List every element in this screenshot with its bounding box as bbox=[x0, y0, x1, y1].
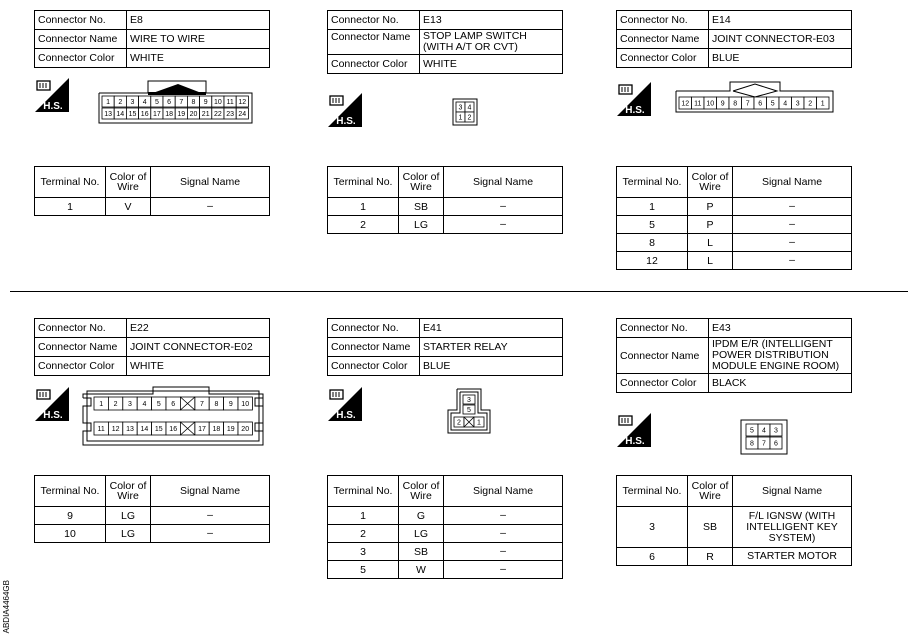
signal-name-cell: – bbox=[733, 234, 852, 252]
label-connector-no: Connector No. bbox=[35, 11, 127, 30]
wire-color-cell: P bbox=[688, 216, 733, 234]
label-connector-no: Connector No. bbox=[617, 319, 709, 338]
wire-color-cell: L bbox=[688, 234, 733, 252]
pin-number: 6 bbox=[774, 440, 778, 448]
connector-face-e14 bbox=[675, 81, 834, 113]
table-row bbox=[328, 198, 563, 216]
connector-name-value: JOINT CONNECTOR-E03 bbox=[709, 30, 852, 49]
pin-number: 5 bbox=[750, 427, 754, 435]
header-color-of-wire: Color of Wire bbox=[106, 167, 151, 198]
connector-color-value: WHITE bbox=[420, 55, 563, 74]
terminal-table-e13 bbox=[327, 166, 563, 234]
pin-number: 11 bbox=[694, 100, 702, 108]
connector-face-e43 bbox=[740, 419, 788, 455]
wire-color-cell: G bbox=[399, 507, 444, 525]
wire-color-cell: SB bbox=[399, 198, 444, 216]
table-row bbox=[617, 507, 852, 548]
pin-number: 3 bbox=[128, 401, 132, 409]
signal-name-cell: – bbox=[151, 198, 270, 216]
pin-number: 2 bbox=[118, 99, 123, 107]
signal-name-cell: – bbox=[151, 507, 270, 525]
connector-info-e22 bbox=[34, 318, 270, 376]
hs-harness-side-icon bbox=[35, 78, 69, 112]
connector-info-e14 bbox=[616, 10, 852, 68]
signal-name-cell: STARTER MOTOR bbox=[733, 548, 852, 566]
terminal-no-cell: 1 bbox=[617, 198, 688, 216]
pin-number: 1 bbox=[477, 419, 481, 427]
pin-number: 6 bbox=[171, 401, 176, 409]
pin-number: 5 bbox=[467, 407, 471, 415]
hs-harness-side-icon bbox=[617, 413, 651, 447]
pin-number: 7 bbox=[745, 100, 750, 108]
svg-text:H.S.: H.S. bbox=[336, 116, 356, 127]
connector-no-value: E13 bbox=[420, 11, 563, 30]
label-connector-color: Connector Color bbox=[35, 357, 127, 376]
terminal-no-cell: 6 bbox=[617, 548, 688, 566]
signal-name-cell: – bbox=[444, 198, 563, 216]
connector-info-e8 bbox=[34, 10, 270, 68]
pin-number: 22 bbox=[214, 111, 222, 119]
signal-name-cell: – bbox=[444, 507, 563, 525]
header-terminal-no: Terminal No. bbox=[35, 167, 106, 198]
table-row bbox=[328, 525, 563, 543]
signal-name-cell: – bbox=[444, 525, 563, 543]
table-row bbox=[328, 507, 563, 525]
label-connector-name: Connector Name bbox=[35, 338, 127, 357]
header-color-of-wire: Color of Wire bbox=[106, 476, 151, 507]
pin-number: 11 bbox=[226, 99, 234, 107]
pin-number: 3 bbox=[795, 100, 800, 108]
pin-number: 1 bbox=[106, 99, 111, 107]
pin-number: 21 bbox=[201, 111, 210, 119]
hs-harness-side-icon bbox=[35, 387, 69, 421]
label-connector-name: Connector Name bbox=[328, 338, 420, 357]
pin-number: 13 bbox=[126, 426, 134, 434]
svg-text:H.S.: H.S. bbox=[625, 105, 645, 116]
pin-number: 17 bbox=[198, 426, 206, 434]
table-row bbox=[35, 507, 270, 525]
pin-number: 24 bbox=[238, 111, 247, 119]
connector-info-e41 bbox=[327, 318, 563, 376]
terminal-no-cell: 2 bbox=[328, 216, 399, 234]
table-row bbox=[617, 234, 852, 252]
label-connector-color: Connector Color bbox=[35, 49, 127, 68]
label-connector-no: Connector No. bbox=[35, 319, 127, 338]
table-row bbox=[328, 216, 563, 234]
connector-color-value: BLUE bbox=[420, 357, 563, 376]
wire-color-cell: V bbox=[106, 198, 151, 216]
svg-text:H.S.: H.S. bbox=[43, 410, 63, 421]
terminal-no-cell: 1 bbox=[328, 507, 399, 525]
terminal-no-cell: 5 bbox=[617, 216, 688, 234]
pin-number: 4 bbox=[762, 427, 766, 435]
pin-number: 5 bbox=[770, 100, 775, 108]
signal-name-cell: – bbox=[733, 216, 852, 234]
pin-number: 7 bbox=[200, 401, 204, 409]
pin-number: 14 bbox=[116, 111, 125, 119]
header-terminal-no: Terminal No. bbox=[617, 476, 688, 507]
wire-color-cell: P bbox=[688, 198, 733, 216]
table-row bbox=[617, 252, 852, 270]
pin-number: 4 bbox=[783, 100, 788, 108]
connector-info-e13 bbox=[327, 10, 563, 74]
wire-color-cell: W bbox=[399, 561, 444, 579]
header-terminal-no: Terminal No. bbox=[617, 167, 688, 198]
terminal-no-cell: 9 bbox=[35, 507, 106, 525]
terminal-table-e43 bbox=[616, 475, 852, 566]
pin-number: 8 bbox=[191, 99, 196, 107]
label-connector-no: Connector No. bbox=[617, 11, 709, 30]
terminal-table-e22 bbox=[34, 475, 270, 543]
signal-name-cell: – bbox=[444, 543, 563, 561]
label-connector-no: Connector No. bbox=[328, 11, 420, 30]
wire-color-cell: SB bbox=[688, 507, 733, 548]
signal-name-cell: – bbox=[733, 198, 852, 216]
wire-color-cell: L bbox=[688, 252, 733, 270]
pin-number: 18 bbox=[212, 426, 221, 434]
pin-number: 3 bbox=[458, 104, 463, 112]
table-row bbox=[617, 198, 852, 216]
pin-number: 9 bbox=[203, 99, 208, 107]
terminal-no-cell: 12 bbox=[617, 252, 688, 270]
connector-no-value: E14 bbox=[709, 11, 852, 30]
wire-color-cell: LG bbox=[399, 216, 444, 234]
header-terminal-no: Terminal No. bbox=[328, 167, 399, 198]
terminal-no-cell: 5 bbox=[328, 561, 399, 579]
label-connector-color: Connector Color bbox=[617, 374, 709, 393]
connector-color-value: BLUE bbox=[709, 49, 852, 68]
pin-number: 20 bbox=[189, 111, 198, 119]
connector-no-value: E8 bbox=[127, 11, 270, 30]
pin-number: 8 bbox=[750, 440, 754, 448]
pin-number: 1 bbox=[458, 114, 463, 122]
signal-name-cell: F/L IGNSW (WITH INTELLIGENT KEY SYSTEM) bbox=[733, 507, 852, 548]
header-color-of-wire: Color of Wire bbox=[399, 476, 444, 507]
wire-color-cell: LG bbox=[106, 507, 151, 525]
pin-number: 17 bbox=[153, 111, 161, 119]
header-terminal-no: Terminal No. bbox=[35, 476, 106, 507]
pin-number: 16 bbox=[140, 111, 149, 119]
pin-number: 2 bbox=[113, 401, 118, 409]
pin-number: 8 bbox=[733, 100, 738, 108]
pin-number: 4 bbox=[467, 104, 472, 112]
wire-color-cell: SB bbox=[399, 543, 444, 561]
terminal-no-cell: 10 bbox=[35, 525, 106, 543]
pin-number: 16 bbox=[169, 426, 178, 434]
header-signal-name: Signal Name bbox=[733, 476, 852, 507]
pin-number: 9 bbox=[228, 401, 233, 409]
hs-harness-side-icon bbox=[328, 387, 362, 421]
header-color-of-wire: Color of Wire bbox=[688, 476, 733, 507]
pin-number: 14 bbox=[140, 426, 149, 434]
pin-number: 19 bbox=[226, 426, 235, 434]
connector-no-value: E41 bbox=[420, 319, 563, 338]
svg-text:H.S.: H.S. bbox=[336, 410, 356, 421]
terminal-no-cell: 8 bbox=[617, 234, 688, 252]
pin-number: 3 bbox=[130, 99, 135, 107]
pin-number: 7 bbox=[179, 99, 184, 107]
pin-number: 19 bbox=[177, 111, 186, 119]
pin-number: 12 bbox=[681, 100, 690, 108]
pin-number: 3 bbox=[467, 397, 471, 405]
wire-color-cell: R bbox=[688, 548, 733, 566]
pin-number: 12 bbox=[238, 99, 247, 107]
connector-name-value: IPDM E/R (INTELLIGENT POWER DISTRIBUTION MODULE ENGINE ROOM) bbox=[709, 338, 852, 374]
label-connector-name: Connector Name bbox=[328, 30, 420, 55]
header-terminal-no: Terminal No. bbox=[328, 476, 399, 507]
section-divider bbox=[10, 291, 908, 292]
connector-color-value: WHITE bbox=[127, 357, 270, 376]
connector-face-e41 bbox=[447, 388, 491, 434]
pin-number: 4 bbox=[142, 99, 147, 107]
hs-harness-side-icon bbox=[617, 82, 651, 116]
pin-number: 18 bbox=[165, 111, 173, 119]
table-row bbox=[35, 198, 270, 216]
pin-number: 9 bbox=[720, 100, 725, 108]
connector-face-e13 bbox=[452, 98, 478, 126]
pin-number: 5 bbox=[154, 99, 159, 107]
header-signal-name: Signal Name bbox=[151, 167, 270, 198]
table-row bbox=[617, 548, 852, 566]
label-connector-name: Connector Name bbox=[617, 338, 709, 374]
pin-number: 8 bbox=[214, 401, 219, 409]
pin-number: 2 bbox=[808, 100, 813, 108]
figure-code: ABDIA4464GB bbox=[2, 580, 11, 634]
terminal-table-e14 bbox=[616, 166, 852, 270]
terminal-no-cell: 3 bbox=[328, 543, 399, 561]
svg-text:H.S.: H.S. bbox=[625, 436, 645, 447]
signal-name-cell: – bbox=[151, 525, 270, 543]
connector-color-value: WHITE bbox=[127, 49, 270, 68]
connector-name-value: STOP LAMP SWITCH (WITH A/T OR CVT) bbox=[420, 30, 563, 55]
pin-number: 3 bbox=[774, 427, 778, 435]
signal-name-cell: – bbox=[444, 216, 563, 234]
pin-number: 10 bbox=[706, 100, 715, 108]
connector-no-value: E43 bbox=[709, 319, 852, 338]
pin-number: 23 bbox=[226, 111, 234, 119]
wire-color-cell: LG bbox=[399, 525, 444, 543]
pin-number: 2 bbox=[467, 114, 472, 122]
connector-no-value: E22 bbox=[127, 319, 270, 338]
connector-face-e22 bbox=[82, 386, 264, 446]
svg-text:H.S.: H.S. bbox=[43, 101, 63, 112]
header-color-of-wire: Color of Wire bbox=[399, 167, 444, 198]
connector-color-value: BLACK bbox=[709, 374, 852, 393]
label-connector-color: Connector Color bbox=[617, 49, 709, 68]
terminal-table-e41 bbox=[327, 475, 563, 579]
table-row bbox=[617, 216, 852, 234]
pin-number: 13 bbox=[104, 111, 112, 119]
pin-number: 12 bbox=[111, 426, 120, 434]
table-row bbox=[328, 561, 563, 579]
pin-number: 2 bbox=[457, 419, 461, 427]
pin-number: 10 bbox=[214, 99, 222, 107]
connector-name-value: STARTER RELAY bbox=[420, 338, 563, 357]
pin-number: 6 bbox=[167, 99, 172, 107]
wire-color-cell: LG bbox=[106, 525, 151, 543]
pin-number: 6 bbox=[758, 100, 763, 108]
connector-name-value: WIRE TO WIRE bbox=[127, 30, 270, 49]
header-color-of-wire: Color of Wire bbox=[688, 167, 733, 198]
pin-number: 5 bbox=[156, 401, 161, 409]
label-connector-color: Connector Color bbox=[328, 357, 420, 376]
terminal-no-cell: 1 bbox=[328, 198, 399, 216]
signal-name-cell: – bbox=[444, 561, 563, 579]
header-signal-name: Signal Name bbox=[444, 476, 563, 507]
label-connector-color: Connector Color bbox=[328, 55, 420, 74]
signal-name-cell: – bbox=[733, 252, 852, 270]
pin-number: 20 bbox=[241, 426, 250, 434]
pin-number: 1 bbox=[820, 100, 825, 108]
label-connector-no: Connector No. bbox=[328, 319, 420, 338]
table-row bbox=[35, 525, 270, 543]
connector-info-e43 bbox=[616, 318, 852, 393]
terminal-no-cell: 1 bbox=[35, 198, 106, 216]
pin-number: 1 bbox=[99, 401, 104, 409]
pin-number: 10 bbox=[241, 401, 250, 409]
label-connector-name: Connector Name bbox=[35, 30, 127, 49]
pin-number: 7 bbox=[762, 440, 766, 448]
header-signal-name: Signal Name bbox=[151, 476, 270, 507]
header-signal-name: Signal Name bbox=[444, 167, 563, 198]
table-row bbox=[328, 543, 563, 561]
terminal-table-e8 bbox=[34, 166, 270, 216]
terminal-no-cell: 3 bbox=[617, 507, 688, 548]
label-connector-name: Connector Name bbox=[617, 30, 709, 49]
header-signal-name: Signal Name bbox=[733, 167, 852, 198]
pin-number: 15 bbox=[128, 111, 137, 119]
connector-name-value: JOINT CONNECTOR-E02 bbox=[127, 338, 270, 357]
hs-harness-side-icon bbox=[328, 93, 362, 127]
pin-number: 4 bbox=[142, 401, 147, 409]
connector-face-e8 bbox=[98, 80, 253, 124]
terminal-no-cell: 2 bbox=[328, 525, 399, 543]
pin-number: 15 bbox=[154, 426, 163, 434]
pin-number: 11 bbox=[97, 426, 105, 434]
